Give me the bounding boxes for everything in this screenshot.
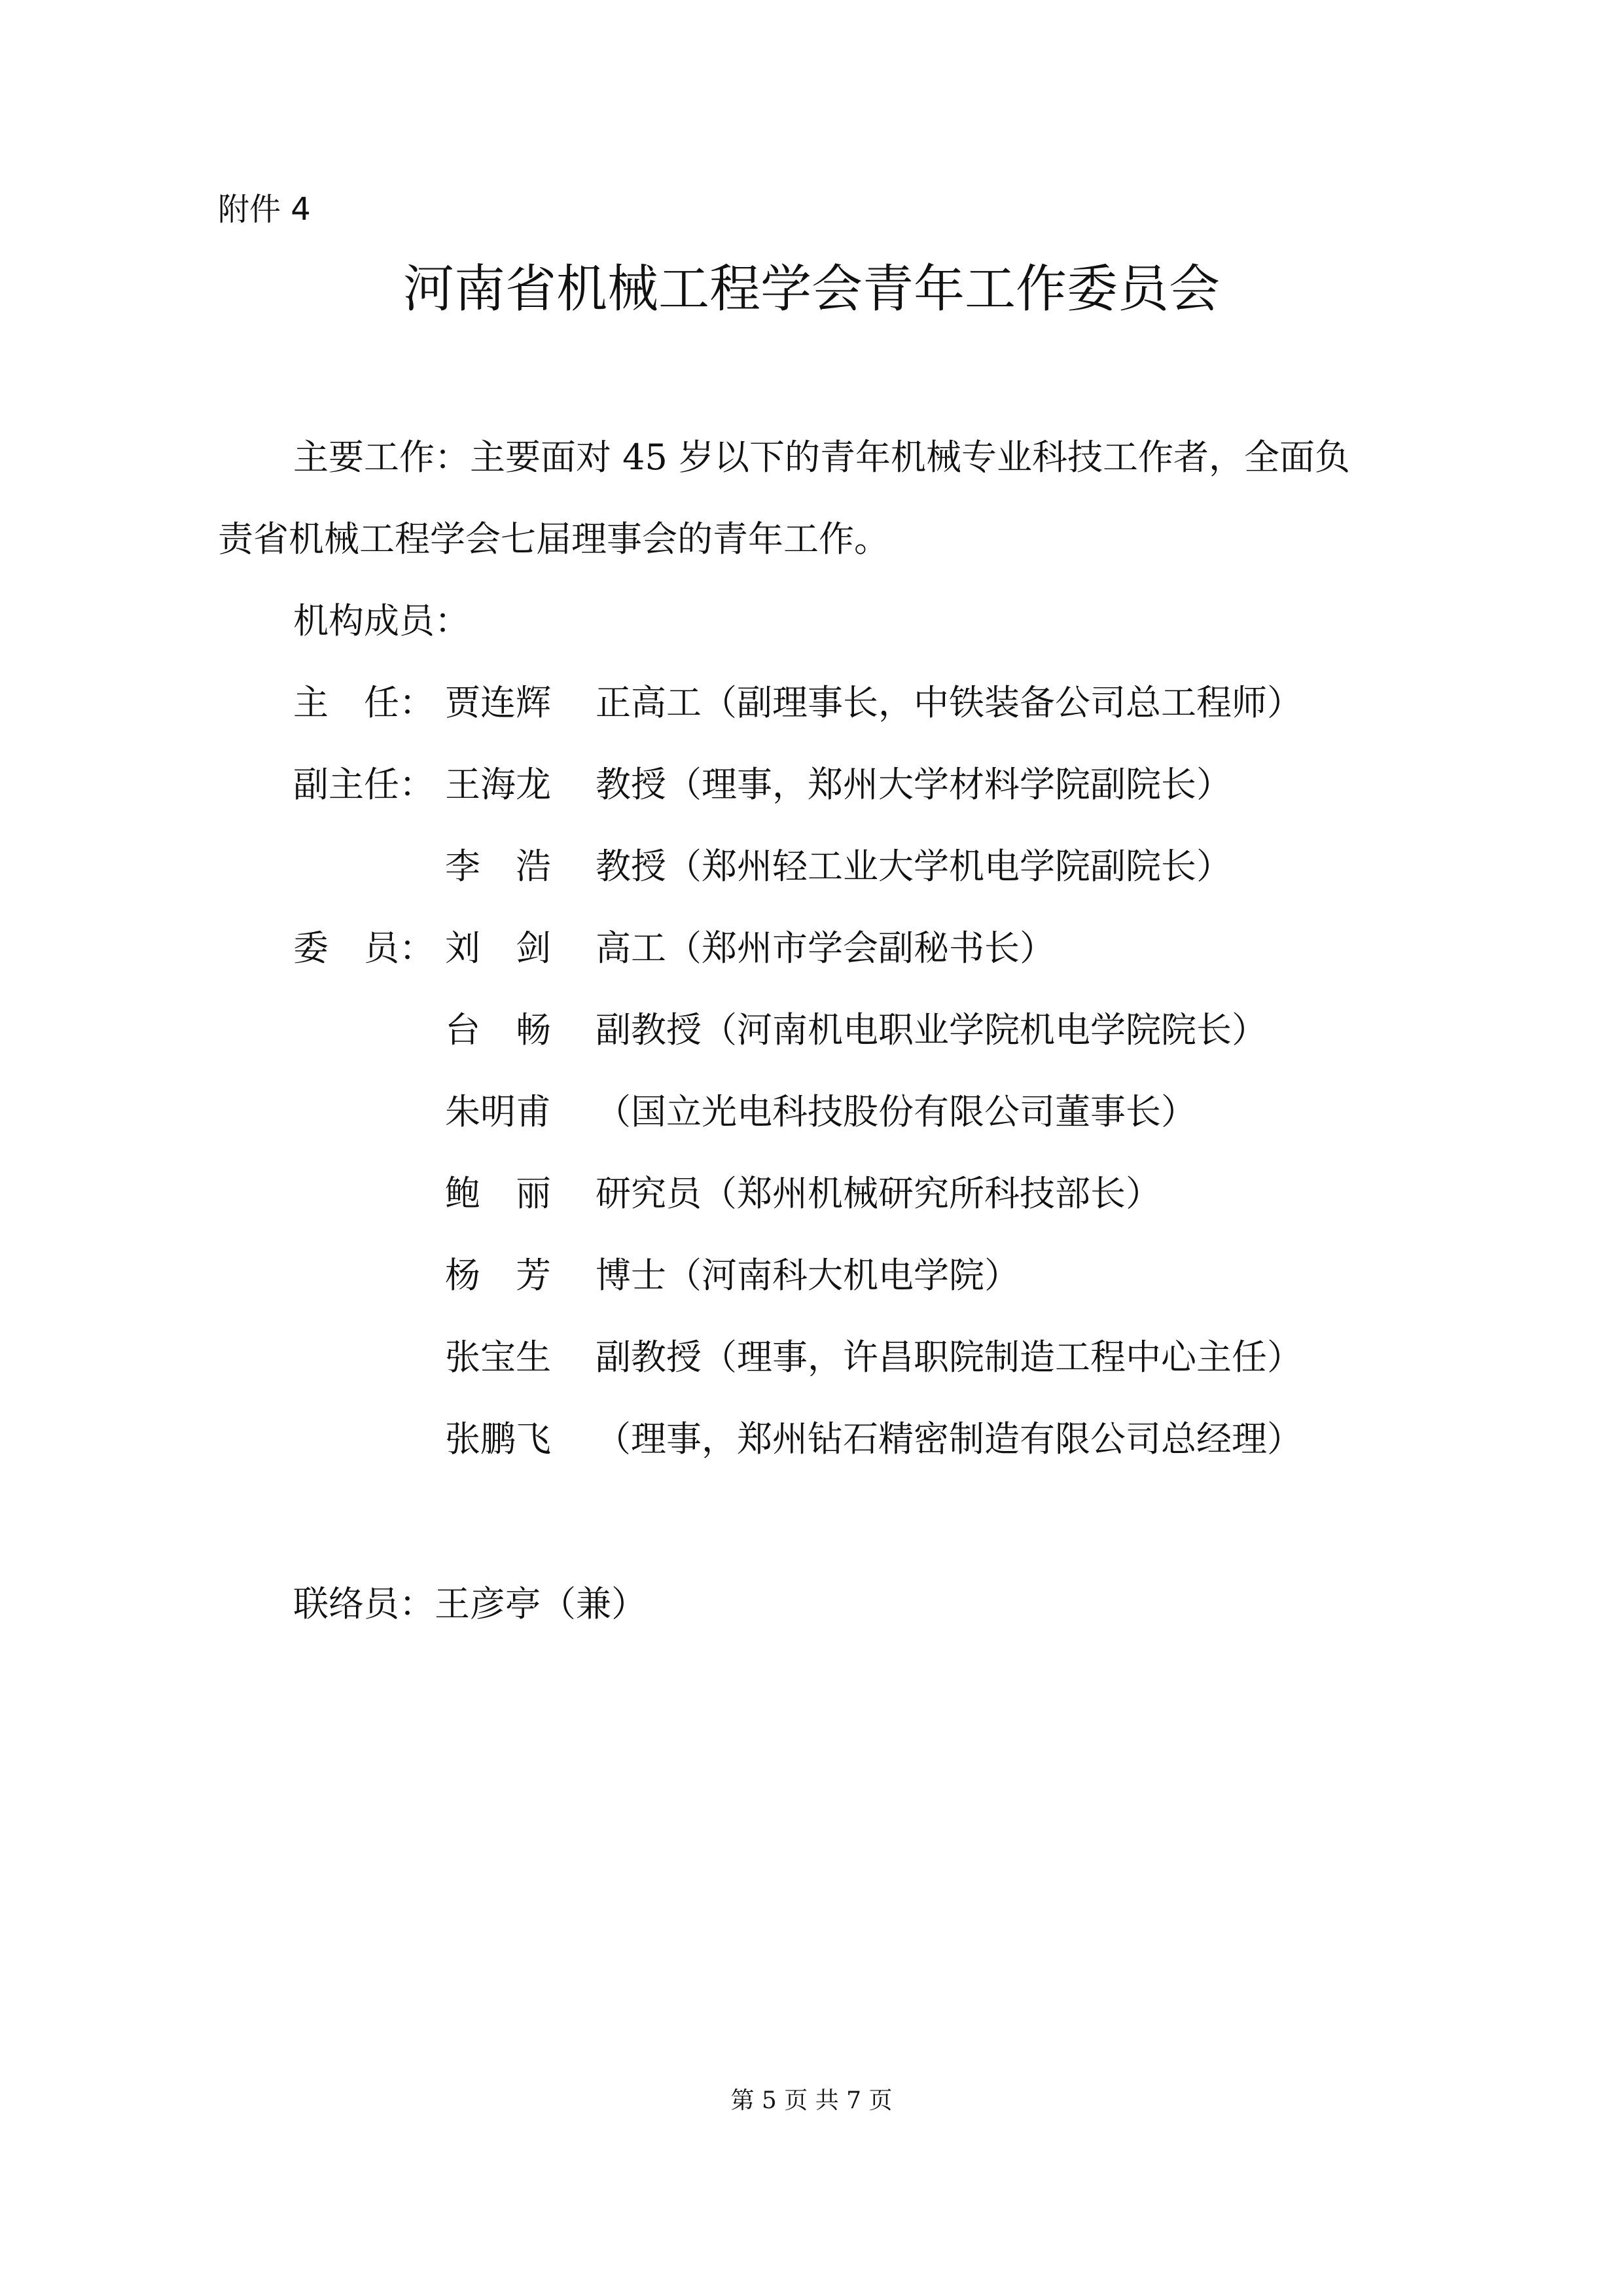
liaison-line: 联络员：王彦亭（兼） — [293, 1583, 647, 1624]
member-detail: 教授（理事，郑州大学材料学院副院长） — [596, 764, 1232, 805]
member-name: 刘 剑 — [445, 927, 551, 969]
document-title: 河南省机械工程学会青年工作委员会 — [402, 260, 1220, 319]
member-role: 委 员： — [293, 927, 435, 969]
member-detail: 研究员（郑州机械研究所科技部长） — [596, 1173, 1161, 1214]
member-name: 鲍 丽 — [445, 1173, 551, 1214]
member-detail: 正高工（副理事长，中铁装备公司总工程师） — [596, 682, 1302, 723]
member-name: 李 浩 — [445, 846, 551, 887]
member-name: 朱明甫 — [445, 1091, 551, 1132]
member-name: 王海龙 — [445, 764, 551, 805]
attachment-label: 附件 4 — [218, 191, 311, 228]
intro-line-2: 责省机械工程学会七届理事会的青年工作。 — [218, 518, 889, 560]
member-detail: 副教授（理事，许昌职院制造工程中心主任） — [596, 1336, 1302, 1378]
member-name: 贾连辉 — [445, 682, 551, 723]
member-detail: 博士（河南科大机电学院） — [596, 1255, 1020, 1296]
member-detail: 教授（郑州轻工业大学机电学院副院长） — [596, 846, 1232, 887]
member-name: 杨 芳 — [445, 1255, 551, 1296]
member-role: 主 任： — [293, 682, 435, 723]
member-detail: （理事，郑州钻石精密制造有限公司总经理） — [596, 1418, 1302, 1460]
member-role: 副主任： — [293, 764, 435, 805]
member-detail: 副教授（河南机电职业学院机电学院院长） — [596, 1009, 1267, 1050]
member-name: 张宝生 — [445, 1336, 551, 1378]
page-footer: 第 5 页 共 7 页 — [730, 2087, 893, 2114]
members-heading: 机构成员： — [293, 600, 470, 641]
member-detail: （国立光电科技股份有限公司董事长） — [596, 1091, 1196, 1132]
member-name: 张鹏飞 — [445, 1418, 551, 1460]
member-detail: 高工（郑州市学会副秘书长） — [596, 927, 1055, 969]
member-name: 台 畅 — [445, 1009, 551, 1050]
intro-line-1: 主要工作：主要面对 45 岁以下的青年机械专业科技工作者，全面负 — [293, 437, 1351, 478]
